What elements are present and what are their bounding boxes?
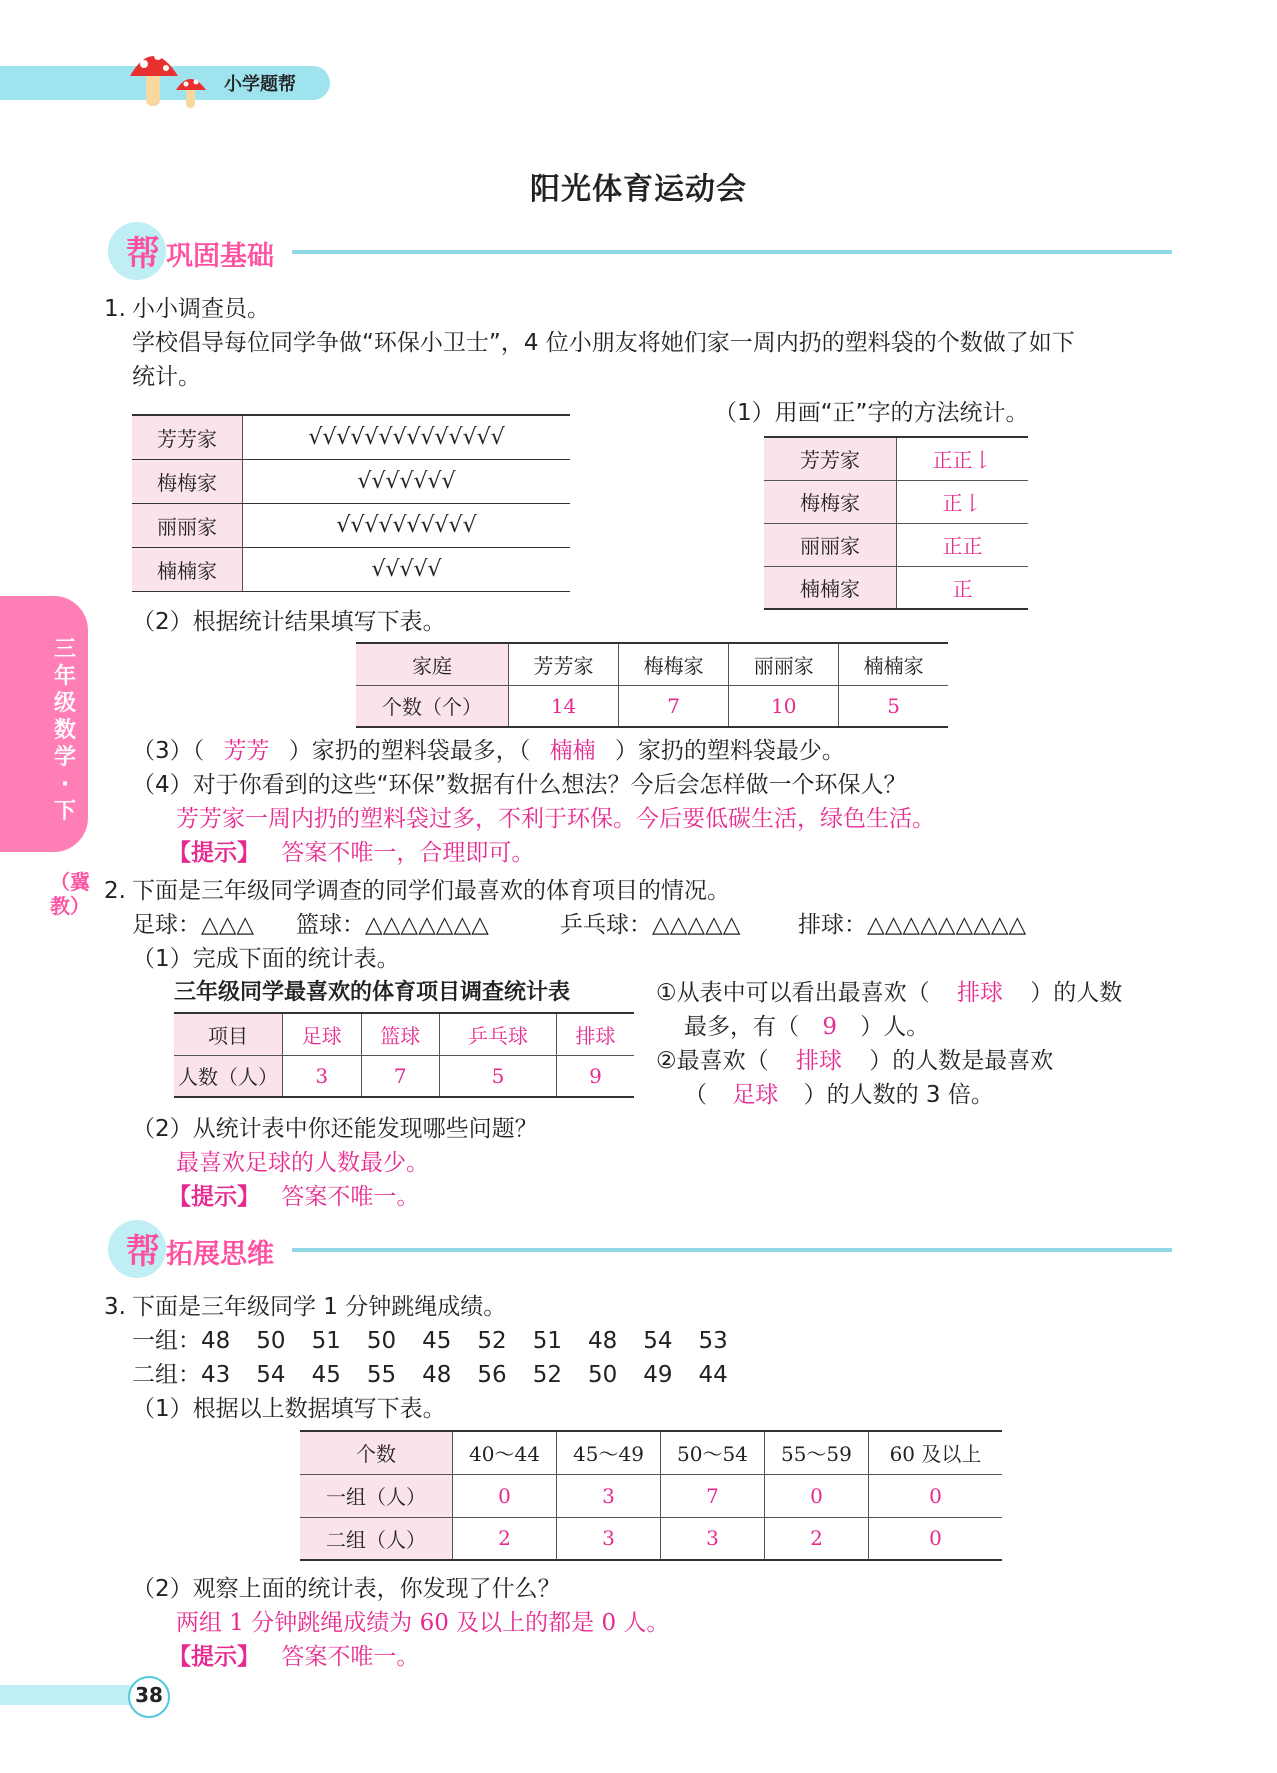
score: 53 [698, 1328, 728, 1354]
table-row [764, 566, 1028, 609]
header-answer-cell: 乒乓球 [440, 1013, 557, 1055]
hint-text: 答案不唯一，合理即可。 [281, 840, 535, 866]
answer-cell: 5 [440, 1055, 557, 1097]
row-label: 二组（人） [300, 1517, 453, 1560]
table-row [132, 459, 570, 503]
answer-cell: 7 [361, 1055, 440, 1097]
table-row [132, 415, 570, 459]
q3-part1: （1）根据以上数据填写下表。 [132, 1396, 446, 1422]
answer-cell: 14 [509, 685, 619, 727]
answer-cell: 0 [868, 1517, 1002, 1560]
q1-text-line2: 统计。 [132, 364, 201, 390]
answer-cell: 3 [556, 1474, 660, 1517]
answer-cell: 0 [453, 1474, 557, 1517]
q1-part3 [132, 736, 845, 766]
answer-text: 楠楠 [549, 738, 596, 764]
check-marks: √√√√√√√√√√ [243, 503, 571, 547]
jump-rope-table [300, 1430, 1002, 1561]
family-name: 梅梅家 [132, 459, 243, 503]
answer-cell: 0 [868, 1474, 1002, 1517]
q3-part2-answer: 两组 1 分钟跳绳成绩为 60 及以上的都是 0 人。 [176, 1610, 670, 1636]
table-row [356, 685, 948, 727]
section-divider [292, 250, 1172, 254]
header-cell: 项目 [174, 1013, 283, 1055]
table-row [764, 480, 1028, 523]
table-row [764, 523, 1028, 566]
hint-text: 答案不唯一。 [281, 1644, 420, 1670]
answer-cell: 0 [764, 1474, 868, 1517]
row-label: 一组（人） [300, 1474, 453, 1517]
zheng-mark: 正𠄌 [897, 480, 1029, 523]
text: 二组： [132, 1362, 201, 1388]
hint-text: 答案不唯一。 [281, 1184, 420, 1210]
text: ）家扔的塑料袋最少。 [614, 738, 845, 764]
text: ）的人数是最喜欢 [869, 1048, 1054, 1074]
sports-table [174, 1012, 634, 1098]
q3-group1 [132, 1326, 728, 1356]
q3-title: 下面是三年级同学 1 分钟跳绳成绩。 [132, 1294, 507, 1320]
triangle-marks: △△△ [201, 912, 255, 938]
table-row [300, 1431, 1002, 1474]
answer-cell: 10 [729, 685, 839, 727]
grade-label: 三年级数学·下 [53, 637, 76, 824]
score: 50 [366, 1328, 397, 1354]
score: 44 [698, 1362, 728, 1388]
text: （ [684, 1082, 707, 1108]
score: 54 [256, 1362, 286, 1388]
triangle-marks: △△△△△ [652, 912, 741, 938]
family-name: 丽丽家 [132, 503, 243, 547]
header-cell: 55～59 [764, 1431, 868, 1474]
header-cell: 40～44 [453, 1431, 557, 1474]
check-marks: √√√√√√√ [243, 459, 571, 503]
q2-table-title: 三年级同学最喜欢的体育项目调查统计表 [174, 980, 571, 1005]
triangle-marks: △△△△△△△ [365, 912, 489, 938]
table-row [356, 643, 948, 685]
q2-sub2-line2 [684, 1080, 994, 1110]
q2-part2-answer: 最喜欢足球的人数最少。 [176, 1150, 429, 1176]
score: 52 [532, 1362, 562, 1388]
header-answer-cell: 排球 [556, 1013, 634, 1055]
q2-tally-pingpong [560, 910, 740, 940]
answer-cell: 3 [660, 1517, 764, 1560]
answer-cell: 5 [839, 685, 948, 727]
text: ）家扔的塑料袋最多，（ [288, 738, 531, 764]
q3-number: 3. [104, 1294, 126, 1320]
answer-cell: 7 [660, 1474, 764, 1517]
zheng-table [764, 436, 1028, 610]
q2-hint [168, 1182, 419, 1212]
q3-part2: （2）观察上面的统计表，你发现了什么？ [132, 1576, 561, 1602]
text: （3）（ [132, 738, 205, 764]
text: 最多，有（ [684, 1014, 799, 1040]
hint-tag: 【提示】 [168, 1184, 260, 1210]
text: 排球： [798, 912, 867, 938]
mushroom-icon [126, 42, 216, 114]
family-name: 梅梅家 [764, 480, 897, 523]
q1-part1: （1）用画“正”字的方法统计。 [714, 400, 1029, 426]
table-row [300, 1474, 1002, 1517]
header-cell: 45～49 [556, 1431, 660, 1474]
score: 55 [366, 1362, 397, 1388]
answer-cell: 2 [453, 1517, 557, 1560]
score: 43 [201, 1362, 231, 1388]
table-row [300, 1517, 1002, 1560]
section-title-extend: 拓展思维 [166, 1239, 274, 1270]
header-cell: 个数 [300, 1431, 453, 1474]
answer-cell: 3 [556, 1517, 660, 1560]
answer-text: 足球 [732, 1082, 779, 1108]
header-cell: 梅梅家 [619, 643, 729, 685]
q1-number: 1. [104, 296, 126, 322]
zheng-mark: 正正𠄌 [932, 448, 993, 473]
family-name: 芳芳家 [132, 415, 243, 459]
answer-text: 9 [822, 1014, 837, 1040]
section-title-basic: 巩固基础 [166, 241, 274, 272]
q2-tally-volleyball [798, 910, 1026, 940]
score: 48 [422, 1362, 452, 1388]
q3-group2 [132, 1360, 728, 1390]
table-row [132, 547, 570, 591]
answer-cell: 3 [283, 1055, 362, 1097]
table-row [174, 1013, 634, 1055]
q2-sub1-line2 [684, 1012, 929, 1042]
page-number: 38 [135, 1683, 163, 1707]
q2-part1: （1）完成下面的统计表。 [132, 946, 400, 972]
triangle-marks: △△△△△△△△△ [867, 912, 1027, 938]
text: 足球： [132, 912, 201, 938]
text: ）的人数 [1030, 980, 1123, 1006]
score: 51 [311, 1328, 341, 1354]
header-cell: 芳芳家 [509, 643, 619, 685]
header-answer-cell: 篮球 [361, 1013, 440, 1055]
row-label: 个数（个） [356, 685, 509, 727]
q3-hint [168, 1642, 419, 1672]
q1-part4-answer: 芳芳家一周内扔的塑料袋过多，不利于环保。今后要低碳生活，绿色生活。 [176, 806, 935, 832]
count-table [356, 642, 948, 728]
text: ）的人数的 3 倍。 [803, 1082, 994, 1108]
hint-tag: 【提示】 [168, 840, 260, 866]
q2-sub1-line1 [656, 978, 1122, 1008]
q2-title: 下面是三年级同学调查的同学们最喜欢的体育项目的情况。 [132, 878, 730, 904]
score: 50 [256, 1328, 286, 1354]
score: 48 [587, 1328, 618, 1354]
page-title: 阳光体育运动会 [530, 172, 747, 207]
score: 54 [643, 1328, 673, 1354]
score: 49 [643, 1362, 673, 1388]
text: ②最喜欢（ [656, 1048, 769, 1074]
q2-number: 2. [104, 878, 126, 904]
family-name: 楠楠家 [132, 547, 243, 591]
q2-tally-basketball [296, 910, 489, 940]
table-row [174, 1055, 634, 1097]
check-marks: √√√√√ [243, 547, 571, 591]
q2-sub2-line1 [656, 1046, 1053, 1076]
q2-part2: （2）从统计表中你还能发现哪些问题？ [132, 1116, 538, 1142]
section-divider [292, 1248, 1172, 1252]
zheng-mark: 正正 [897, 523, 1029, 566]
answer-text: 排球 [956, 980, 1003, 1006]
answer-cell: 9 [556, 1055, 634, 1097]
edition-label: （冀教） [50, 870, 90, 918]
family-name: 芳芳家 [764, 437, 897, 480]
q1-part2: （2）根据统计结果填写下表。 [132, 609, 446, 635]
header-cell: 50～54 [660, 1431, 764, 1474]
section-bang-label: 帮 [126, 234, 160, 274]
answer-text: 排球 [795, 1048, 842, 1074]
table-row [764, 437, 1028, 480]
zheng-mark: 正 [897, 566, 1029, 609]
text: 篮球： [296, 912, 365, 938]
answer-cell: 2 [764, 1517, 868, 1560]
answer-cell: 7 [619, 685, 729, 727]
header-cell: 家庭 [356, 643, 509, 685]
check-marks: √√√√√√√√√√√√√√ [243, 415, 571, 459]
q1-part4: （4）对于你看到的这些“环保”数据有什么想法？今后会怎样做一个环保人？ [132, 772, 907, 798]
score: 48 [201, 1328, 231, 1354]
text: 乒乓球： [560, 912, 652, 938]
section-bang-label: 帮 [126, 1232, 160, 1272]
brand-label: 小学题帮 [224, 74, 296, 95]
header-cell: 60 及以上 [868, 1431, 1002, 1474]
score: 50 [587, 1362, 618, 1388]
header-cell: 丽丽家 [729, 643, 839, 685]
tally-table [132, 414, 570, 592]
score: 45 [311, 1362, 341, 1388]
q1-text-line1: 学校倡导每位同学争做“环保小卫士”，4 位小朋友将她们家一周内扔的塑料袋的个数做了如下 [132, 330, 1075, 356]
score: 45 [422, 1328, 452, 1354]
family-name: 丽丽家 [764, 523, 897, 566]
text: ①从表中可以看出最喜欢（ [656, 980, 930, 1006]
q1-hint [168, 838, 534, 868]
table-row [132, 503, 570, 547]
row-label: 人数（人） [174, 1055, 283, 1097]
score: 56 [477, 1362, 507, 1388]
score: 51 [532, 1328, 562, 1354]
text: 一组： [132, 1328, 201, 1354]
text: ）人。 [860, 1014, 930, 1040]
hint-tag: 【提示】 [168, 1644, 260, 1670]
header-answer-cell: 足球 [283, 1013, 362, 1055]
answer-text: 芳芳 [223, 738, 270, 764]
score: 52 [477, 1328, 507, 1354]
header-cell: 楠楠家 [839, 643, 948, 685]
q1-title: 小小调查员。 [132, 296, 270, 322]
q2-tally-football [132, 910, 254, 940]
family-name: 楠楠家 [764, 566, 897, 609]
